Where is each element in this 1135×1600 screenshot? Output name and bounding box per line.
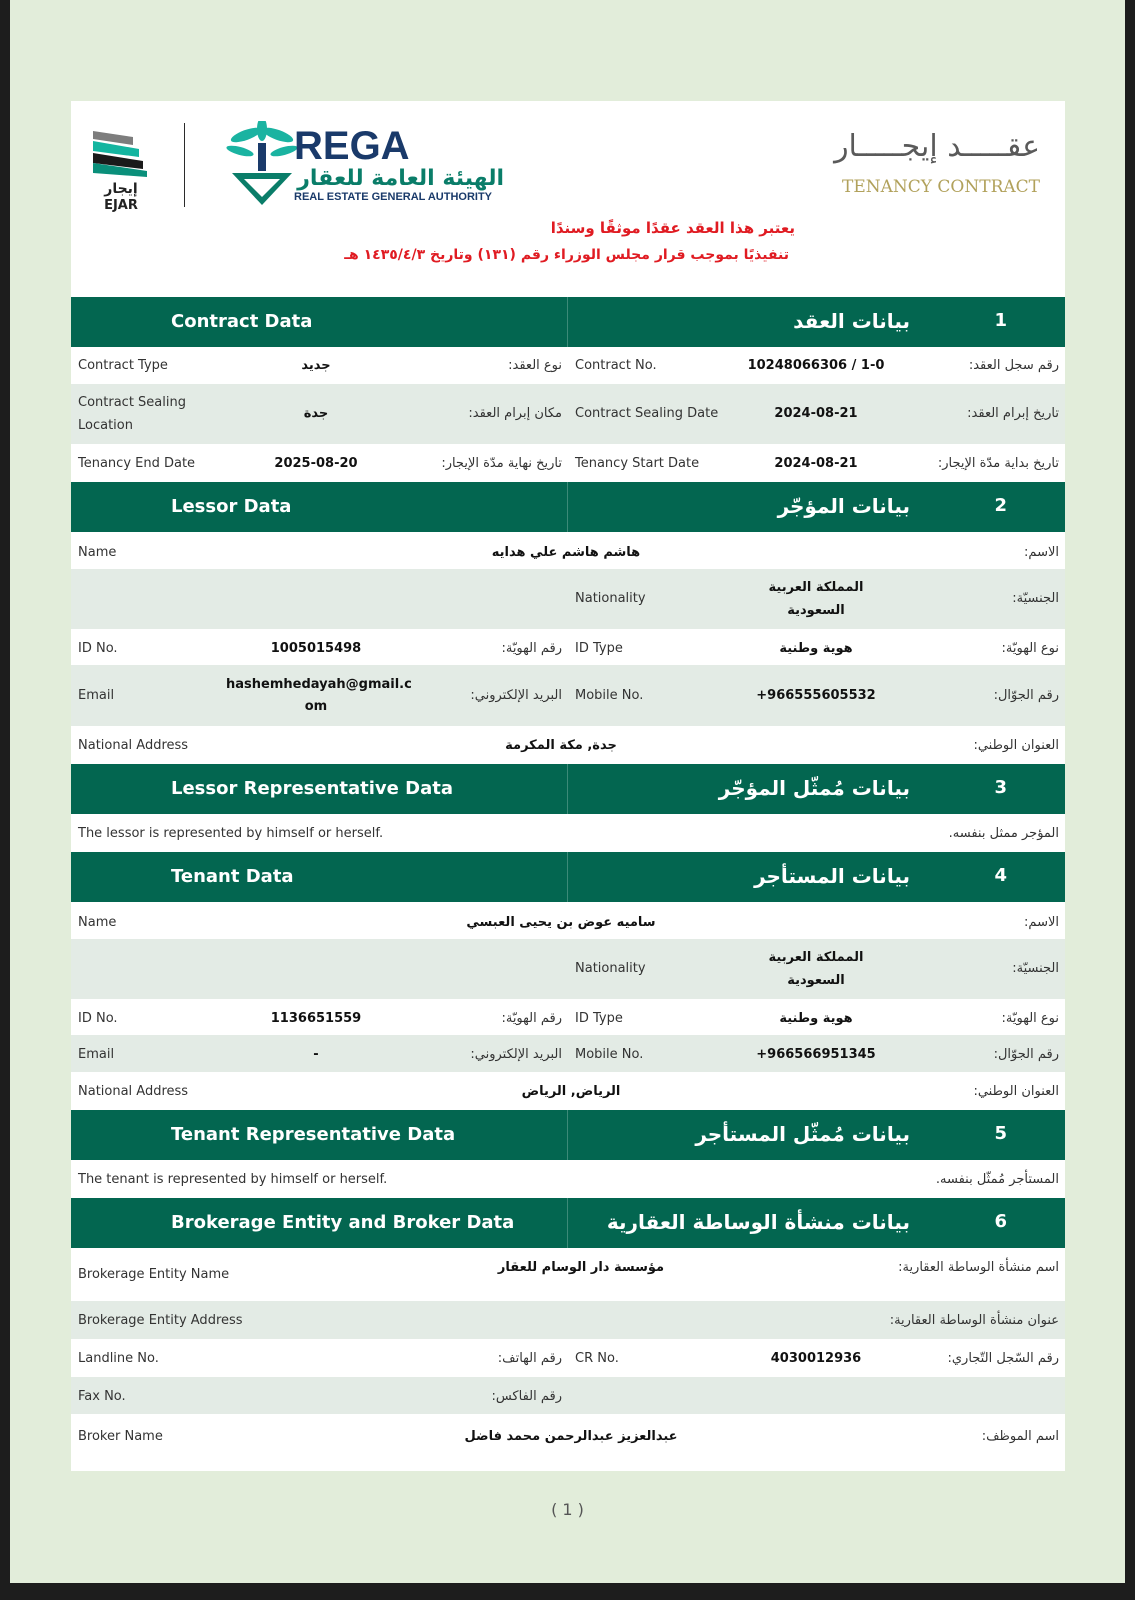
field-label-en: Nationality xyxy=(575,961,646,976)
field-label-en: Landline No. xyxy=(78,1351,159,1366)
field-value: +966566951345 xyxy=(756,1047,876,1062)
field-label-ar: رقم سجل العقد: xyxy=(968,358,1059,373)
table-row xyxy=(71,1301,1065,1339)
table-row xyxy=(71,569,1065,629)
representation-note-en: The lessor is represented by himself or herself. xyxy=(78,826,384,841)
section-divider xyxy=(567,764,568,814)
rega-en-name: REAL ESTATE GENERAL AUTHORITY xyxy=(294,191,493,203)
representation-note-ar: المؤجر ممثل بنفسه. xyxy=(948,826,1059,841)
field-label-en: Contract Sealing xyxy=(78,395,186,410)
logo-divider xyxy=(184,123,185,207)
field-label-ar: نوع العقد: xyxy=(508,358,562,373)
table-row xyxy=(71,902,1065,939)
table-row xyxy=(71,444,1065,482)
section-title-ar: بيانات العقد xyxy=(793,309,910,333)
table-row xyxy=(71,532,1065,569)
section-title-en: Tenant Data xyxy=(171,866,294,887)
field-label-en: Email xyxy=(78,688,115,703)
field-value: - xyxy=(313,1047,319,1062)
field-label-en: Name xyxy=(78,545,117,560)
field-value: جديد xyxy=(301,358,331,373)
field-label-en: Location xyxy=(78,418,133,433)
field-label-ar: الاسم: xyxy=(1024,915,1059,930)
field-label-ar: اسم الموظف: xyxy=(981,1429,1059,1444)
table-row xyxy=(71,384,1065,444)
field-label-ar: نوع الهويّة: xyxy=(1001,641,1059,656)
table-row xyxy=(71,1377,1065,1414)
field-value: 1005015498 xyxy=(270,641,362,656)
field-label-en: Contract Type xyxy=(78,358,168,373)
field-value: الرياض, الرياض xyxy=(521,1084,621,1099)
section-title-ar: بيانات منشأة الوساطة العقارية xyxy=(606,1210,910,1234)
field-label-ar: رقم السّجل التّجاري: xyxy=(947,1351,1059,1366)
field-value: جدة, مكة المكرمة xyxy=(505,738,617,753)
field-value: المملكة العربية xyxy=(768,580,864,595)
section-title-en: Tenant Representative Data xyxy=(171,1124,456,1145)
field-value: +966555605532 xyxy=(756,688,876,703)
ejar-ar-text: إيجار xyxy=(104,181,138,197)
field-label-ar: رقم الهويّة: xyxy=(501,641,562,656)
table-row xyxy=(71,665,1065,726)
section-title-ar: بيانات مُمثّل المؤجّر xyxy=(718,776,910,800)
section-header-lessor-rep xyxy=(71,764,1065,814)
representation-note-en: The tenant is represented by himself or herself. xyxy=(78,1172,388,1187)
contract-sheet xyxy=(71,101,1065,1471)
field-value: مؤسسة دار الوسام للعقار xyxy=(497,1260,665,1275)
field-label-en: Mobile No. xyxy=(575,688,644,703)
table-row xyxy=(71,1414,1065,1459)
field-value: ساميه عوض بن يحيى العبسي xyxy=(466,915,656,930)
field-label-ar: عنوان منشأة الوساطة العقارية: xyxy=(889,1313,1059,1328)
section-number: 1 xyxy=(994,310,1007,331)
table-row xyxy=(71,939,1065,999)
notarized-notice-line1: يعتبر هذا العقد عقدًا موثقًا وسندًا xyxy=(550,219,795,237)
field-label-ar: البريد الإلكتروني: xyxy=(470,688,562,703)
field-label-ar: الاسم: xyxy=(1024,545,1059,560)
field-label-en: CR No. xyxy=(575,1351,619,1366)
field-label-ar: رقم الجوّال: xyxy=(993,688,1059,703)
field-label-ar: تاريخ نهاية مدّة الإيجار: xyxy=(441,456,562,471)
field-label-en: Mobile No. xyxy=(575,1047,644,1062)
table-row xyxy=(71,814,1065,852)
section-title-ar: بيانات المؤجّر xyxy=(777,494,910,518)
table-row xyxy=(71,726,1065,764)
field-value: هاشم هاشم علي هدايه xyxy=(491,545,641,560)
section-header-tenant xyxy=(71,852,1065,902)
table-row xyxy=(71,347,1065,384)
field-value: hashemhedayah@gmail.c xyxy=(226,677,412,692)
ejar-logo xyxy=(91,123,151,213)
field-label-ar: العنوان الوطني: xyxy=(973,1084,1059,1099)
section-divider xyxy=(567,297,568,347)
field-label-ar: تاريخ بداية مدّة الإيجار: xyxy=(937,456,1059,471)
field-value: هوية وطنية xyxy=(779,641,853,656)
page-number: ( 1 ) xyxy=(551,1500,584,1519)
field-label-en: Tenancy End Date xyxy=(78,456,196,471)
table-row xyxy=(71,629,1065,665)
section-divider xyxy=(567,852,568,902)
title-arabic: عقـــــد إيجـــــار xyxy=(834,129,1040,164)
section-number: 6 xyxy=(994,1211,1007,1232)
table-row xyxy=(71,1035,1065,1072)
field-label-ar: البريد الإلكتروني: xyxy=(470,1047,562,1062)
field-label-ar: العنوان الوطني: xyxy=(973,738,1059,753)
notarized-notice-line2: تنفيذيًا بموجب قرار مجلس الوزراء رقم (١٣١) وتاريخ ١٤٣٥/٤/٣ هـ xyxy=(344,247,789,263)
rega-logo xyxy=(226,121,526,211)
field-label-en: Brokerage Entity Name xyxy=(78,1267,230,1282)
section-divider xyxy=(567,482,568,532)
field-label-en: Fax No. xyxy=(78,1389,126,1404)
section-header-lessor xyxy=(71,482,1065,532)
table-row xyxy=(71,1160,1065,1198)
field-label-en: Contract No. xyxy=(575,358,657,373)
field-value: 2024-08-21 xyxy=(774,406,858,421)
field-label-en: Name xyxy=(78,915,117,930)
section-title-en: Lessor Data xyxy=(171,496,292,517)
field-label-en: ID Type xyxy=(575,641,623,656)
section-title-ar: بيانات مُمثّل المستأجر xyxy=(695,1122,910,1146)
field-label-en: Tenancy Start Date xyxy=(575,456,700,471)
section-header-tenant-rep xyxy=(71,1110,1065,1160)
field-value: المملكة العربية xyxy=(768,950,864,965)
field-label-ar: نوع الهويّة: xyxy=(1001,1011,1059,1026)
field-label-ar: مكان إبرام العقد: xyxy=(468,406,562,421)
field-label-en: Broker Name xyxy=(78,1429,163,1444)
field-label-en: Nationality xyxy=(575,591,646,606)
field-label-en: National Address xyxy=(78,738,189,753)
representation-note-ar: المستأجر مُمثّل بنفسه. xyxy=(935,1172,1059,1187)
section-number: 4 xyxy=(994,865,1007,886)
field-value: جدة xyxy=(303,406,329,421)
field-value: السعودية xyxy=(787,973,845,988)
section-header-brokerage xyxy=(71,1198,1065,1248)
section-divider xyxy=(567,1110,568,1160)
field-label-ar: رقم الفاكس: xyxy=(491,1389,562,1404)
section-number: 3 xyxy=(994,777,1007,798)
field-label-ar: الجنسيّة: xyxy=(1012,591,1059,606)
field-value: om xyxy=(304,699,328,714)
table-row xyxy=(71,1072,1065,1110)
field-value: هوية وطنية xyxy=(779,1011,853,1026)
rega-ar-name: الهيئة العامة للعقار xyxy=(297,166,504,191)
ejar-en-text: EJAR xyxy=(104,198,138,213)
table-row xyxy=(71,1339,1065,1377)
field-value: السعودية xyxy=(787,603,845,618)
field-label-ar: رقم الهويّة: xyxy=(501,1011,562,1026)
field-label-en: National Address xyxy=(78,1084,189,1099)
table-row xyxy=(71,999,1065,1035)
field-label-en: Email xyxy=(78,1047,115,1062)
section-number: 5 xyxy=(994,1123,1007,1144)
section-title-en: Brokerage Entity and Broker Data xyxy=(171,1212,515,1233)
field-label-ar: رقم الجوّال: xyxy=(993,1047,1059,1062)
field-value: 2025-08-20 xyxy=(274,456,358,471)
section-header-contract xyxy=(71,297,1065,347)
field-label-en: Brokerage Entity Address xyxy=(78,1313,243,1328)
field-label-ar: تاريخ إبرام العقد: xyxy=(967,406,1059,421)
field-value: عبدالعزيز عبدالرحمن محمد فاضل xyxy=(464,1429,678,1444)
section-title-en: Lessor Representative Data xyxy=(171,778,453,799)
section-title-en: Contract Data xyxy=(171,311,313,332)
field-value: 2024-08-21 xyxy=(774,456,858,471)
table-row xyxy=(71,1248,1065,1301)
rega-title: REGA xyxy=(294,124,410,168)
field-value: 1136651559 xyxy=(270,1011,362,1026)
field-label-en: ID No. xyxy=(78,1011,118,1026)
field-label-en: Contract Sealing Date xyxy=(575,406,719,421)
field-value: 10248066306 / 1-0 xyxy=(747,358,885,373)
document-header xyxy=(71,101,1065,297)
section-title-ar: بيانات المستأجر xyxy=(754,864,910,888)
field-label-en: ID Type xyxy=(575,1011,623,1026)
field-label-ar: الجنسيّة: xyxy=(1012,961,1059,976)
field-label-ar: رقم الهاتف: xyxy=(497,1351,562,1366)
section-number: 2 xyxy=(994,495,1007,516)
title-english: TENANCY CONTRACT xyxy=(842,177,1040,197)
field-label-ar: اسم منشأة الوساطة العقارية: xyxy=(898,1260,1059,1275)
field-value: 4030012936 xyxy=(770,1351,862,1366)
field-label-en: ID No. xyxy=(78,641,118,656)
section-divider xyxy=(567,1198,568,1248)
